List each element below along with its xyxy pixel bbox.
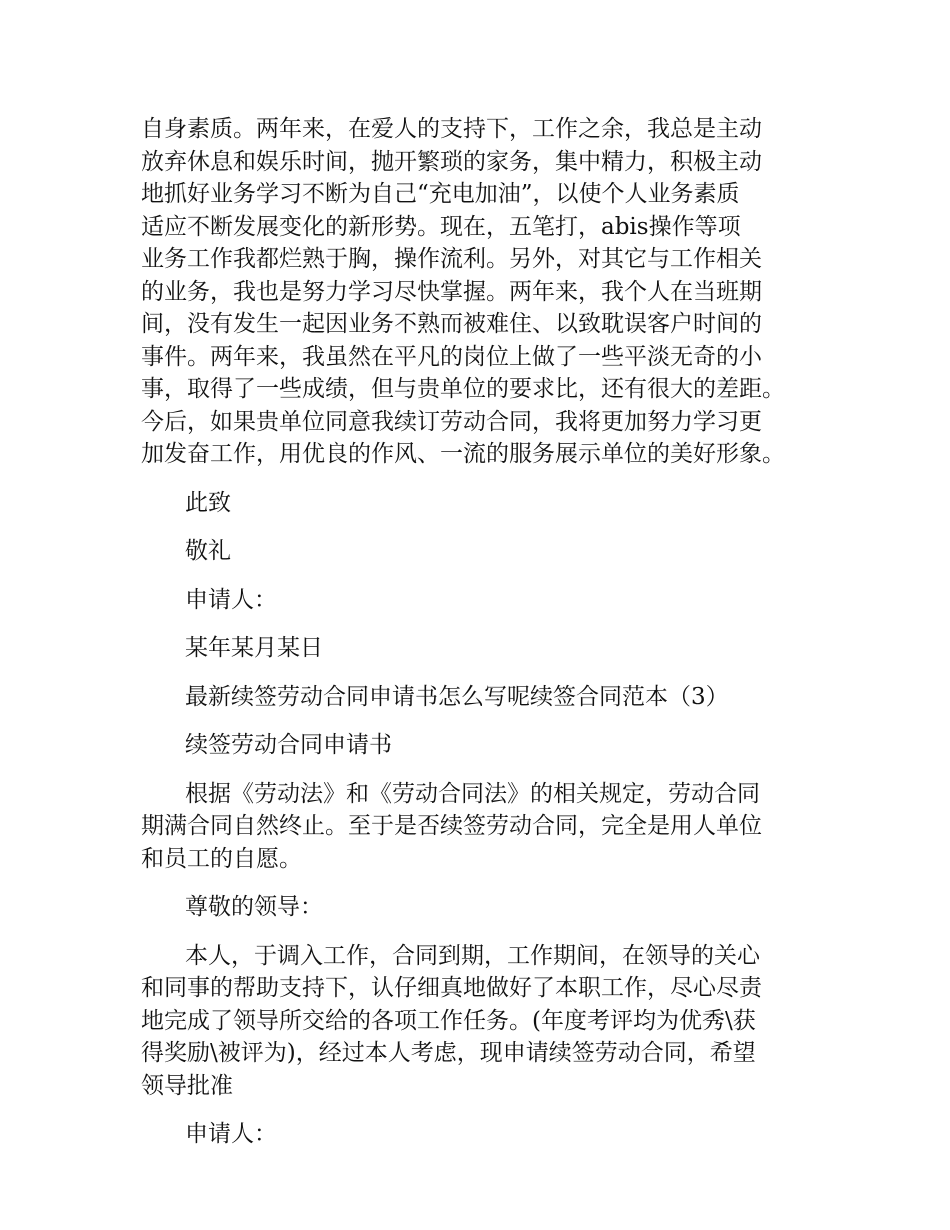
text-line: 领导批准 — [141, 1072, 233, 1099]
text-line: 放弃休息和娱乐时间，抛开繁琐的家务，集中精力，积极主动 — [141, 148, 762, 175]
text-line: 和同事的帮助支持下，认仔细真地做好了本职工作，尽心尽责 — [141, 975, 762, 1001]
text-line: 得奖励\被评为)，经过本人考虑，现申请续签劳动合同，希望 — [141, 1040, 756, 1066]
text-line: 业务工作我都烂熟于胸，操作流利。另外，对其它与工作相关 — [141, 246, 762, 272]
text-line: 此致 — [185, 489, 231, 516]
section-title — [141, 681, 821, 714]
text-line: 间，没有发生一起因业务不熟而被难住、以致耽误客户时间的 — [141, 311, 762, 337]
text-line: 适应不断发展变化的新形势。现在，五笔打，abis操作等项 — [141, 213, 741, 240]
text-line: 本人，于调入工作，合同到期，工作期间，在领导的关心 — [185, 942, 760, 969]
closing-regards — [141, 535, 821, 568]
text-line: 敬礼 — [185, 538, 231, 564]
text-line: 申请人： — [185, 1121, 277, 1147]
text-line: 尊敬的领导： — [185, 894, 323, 920]
text-line: 自身素质。两年来，在爱人的支持下，工作之余，我总是主动 — [141, 116, 762, 142]
text-line: 期满合同自然终止。至于是否续签劳动合同，完全是用人单位 — [141, 813, 762, 839]
text-line: 事，取得了一些成绩，但与贵单位的要求比，还有很大的差距。 — [141, 376, 785, 402]
greeting — [141, 891, 821, 924]
text-line: 的业务，我也是努力学习尽快掌握。两年来，我个人在当班期 — [141, 278, 762, 305]
applicant-label-2 — [141, 1118, 821, 1151]
text-line: 今后，如果贵单位同意我续订劳动合同，我将更加努力学习更 — [141, 408, 762, 435]
text-line: 地完成了领导所交给的各项工作任务。(年度考评均为优秀\获 — [141, 1007, 756, 1034]
text-line: 加发奋工作，用优良的作风、一流的服务展示单位的美好形象。 — [141, 441, 785, 467]
document-title — [141, 729, 821, 762]
text-line: 事件。两年来，我虽然在平凡的岗位上做了一些平淡无奇的小 — [141, 343, 762, 370]
text-line: 和员工的自愿。 — [141, 845, 302, 872]
text-line: 地抓好业务学习不断为自己“充电加油”，以使个人业务素质 — [141, 181, 740, 207]
document-page — [141, 113, 821, 1151]
date-line — [141, 632, 821, 665]
text-line: 某年某月某日 — [185, 635, 323, 661]
text-line: 最新续签劳动合同申请书怎么写呢续签合同范本（3） — [185, 683, 729, 710]
body-paragraph-3 — [141, 940, 821, 1103]
body-paragraph-1 — [141, 113, 821, 471]
text-line: 续签劳动合同申请书 — [185, 732, 392, 758]
applicant-label — [141, 584, 821, 617]
body-paragraph-2 — [141, 778, 821, 876]
text-line: 申请人： — [185, 586, 277, 613]
text-line: 根据《劳动法》和《劳动合同法》的相关规定，劳动合同 — [185, 780, 760, 807]
closing-salutation — [141, 487, 821, 520]
